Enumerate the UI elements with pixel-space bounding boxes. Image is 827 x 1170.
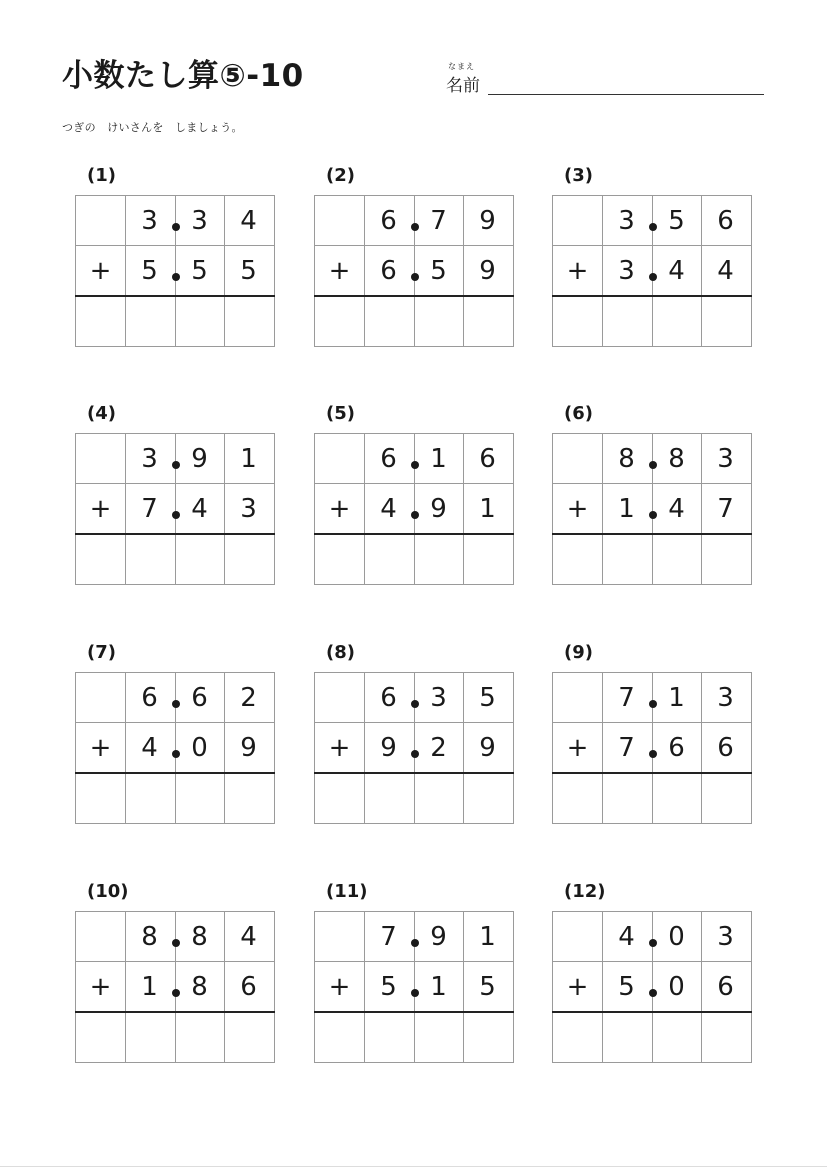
decimal-point-icon: [172, 939, 180, 947]
decimal-point-icon: [649, 989, 657, 997]
augend-digit: 4: [191, 494, 208, 524]
decimal-point-icon: [172, 273, 180, 281]
addend-digit: 6: [479, 444, 496, 474]
answer-cell[interactable]: [76, 774, 124, 823]
answer-cell[interactable]: [553, 774, 601, 823]
calc-grid: [314, 195, 514, 347]
answer-cell[interactable]: [415, 297, 463, 346]
augend-digit: 7: [141, 494, 158, 524]
addend-digit: 4: [240, 922, 257, 952]
problem-number: (6): [564, 403, 593, 424]
addend-digit: 6: [380, 683, 397, 713]
augend-digit: 5: [479, 972, 496, 1002]
decimal-point-icon: [172, 223, 180, 231]
answer-cell[interactable]: [653, 535, 701, 584]
addend-digit: 6: [141, 683, 158, 713]
calc-grid: [552, 433, 752, 585]
plus-operator: +: [328, 733, 351, 763]
answer-cell[interactable]: [176, 535, 224, 584]
problem-9: [552, 642, 752, 826]
calc-grid: [314, 672, 514, 824]
calc-grid: [75, 195, 275, 347]
decimal-point-icon: [649, 700, 657, 708]
addend-digit: 1: [479, 922, 496, 952]
answer-cell[interactable]: [415, 535, 463, 584]
augend-digit: 0: [191, 733, 208, 763]
calc-grid: [552, 195, 752, 347]
plus-operator: +: [328, 972, 351, 1002]
answer-cell[interactable]: [415, 1013, 463, 1062]
addend-digit: 1: [240, 444, 257, 474]
augend-digit: 8: [191, 972, 208, 1002]
calc-grid: [314, 911, 514, 1063]
calc-grid: [314, 433, 514, 585]
augend-digit: 0: [668, 972, 685, 1002]
answer-cell[interactable]: [225, 774, 273, 823]
augend-digit: 4: [668, 494, 685, 524]
addend-digit: 2: [240, 683, 257, 713]
augend-digit: 9: [380, 733, 397, 763]
plus-operator: +: [89, 494, 112, 524]
augend-digit: 6: [717, 972, 734, 1002]
decimal-point-icon: [172, 700, 180, 708]
addend-digit: 3: [618, 206, 635, 236]
answer-cell[interactable]: [225, 535, 273, 584]
answer-cell[interactable]: [126, 297, 174, 346]
problem-12: [552, 881, 752, 1065]
problem-number: (7): [87, 642, 116, 663]
worksheet-title: 小数たし算⑤-10: [62, 58, 304, 94]
answer-cell[interactable]: [365, 1013, 413, 1062]
answer-cell[interactable]: [315, 297, 363, 346]
addend-digit: 3: [717, 922, 734, 952]
decimal-point-icon: [411, 223, 419, 231]
addend-digit: 9: [191, 444, 208, 474]
answer-cell[interactable]: [415, 774, 463, 823]
augend-digit: 6: [240, 972, 257, 1002]
answer-cell[interactable]: [126, 535, 174, 584]
augend-digit: 6: [380, 256, 397, 286]
problem-3: [552, 165, 752, 349]
addend-digit: 8: [618, 444, 635, 474]
augend-digit: 4: [717, 256, 734, 286]
augend-digit: 9: [479, 733, 496, 763]
decimal-point-icon: [649, 511, 657, 519]
decimal-point-icon: [649, 273, 657, 281]
addend-digit: 6: [717, 206, 734, 236]
problem-11: [314, 881, 514, 1065]
addend-digit: 3: [141, 206, 158, 236]
answer-cell[interactable]: [702, 1013, 750, 1062]
addend-digit: 7: [380, 922, 397, 952]
calc-grid: [75, 672, 275, 824]
problem-number: (2): [326, 165, 355, 186]
addend-digit: 1: [668, 683, 685, 713]
plus-operator: +: [328, 494, 351, 524]
answer-cell[interactable]: [603, 774, 651, 823]
decimal-point-icon: [649, 223, 657, 231]
plus-operator: +: [566, 972, 589, 1002]
answer-cell[interactable]: [603, 1013, 651, 1062]
augend-digit: 1: [618, 494, 635, 524]
answer-cell[interactable]: [464, 774, 512, 823]
problem-8: [314, 642, 514, 826]
decimal-point-icon: [172, 989, 180, 997]
addend-digit: 7: [618, 683, 635, 713]
augend-digit: 3: [240, 494, 257, 524]
plus-operator: +: [566, 494, 589, 524]
decimal-point-icon: [172, 750, 180, 758]
addend-digit: 6: [380, 206, 397, 236]
problem-7: [75, 642, 275, 826]
addend-digit: 1: [430, 444, 447, 474]
decimal-point-icon: [649, 461, 657, 469]
answer-cell[interactable]: [365, 774, 413, 823]
augend-digit: 1: [141, 972, 158, 1002]
addend-digit: 4: [240, 206, 257, 236]
augend-digit: 4: [141, 733, 158, 763]
name-write-line[interactable]: [488, 94, 764, 95]
problem-6: [552, 403, 752, 587]
addend-digit: 8: [191, 922, 208, 952]
answer-cell[interactable]: [464, 297, 512, 346]
answer-cell[interactable]: [702, 535, 750, 584]
plus-operator: +: [328, 256, 351, 286]
problem-number: (9): [564, 642, 593, 663]
plus-operator: +: [89, 972, 112, 1002]
addend-digit: 8: [668, 444, 685, 474]
answer-cell[interactable]: [315, 535, 363, 584]
answer-cell[interactable]: [464, 535, 512, 584]
calc-grid: [552, 911, 752, 1063]
augend-digit: 9: [240, 733, 257, 763]
augend-digit: 1: [479, 494, 496, 524]
augend-digit: 5: [618, 972, 635, 1002]
decimal-point-icon: [649, 939, 657, 947]
problem-10: [75, 881, 275, 1065]
augend-digit: 9: [430, 494, 447, 524]
addend-digit: 8: [141, 922, 158, 952]
addend-digit: 3: [717, 444, 734, 474]
answer-cell[interactable]: [225, 1013, 273, 1062]
answer-cell[interactable]: [176, 1013, 224, 1062]
addend-digit: 5: [479, 683, 496, 713]
augend-digit: 5: [430, 256, 447, 286]
addend-digit: 5: [668, 206, 685, 236]
plus-operator: +: [566, 733, 589, 763]
addend-digit: 7: [430, 206, 447, 236]
augend-digit: 5: [380, 972, 397, 1002]
answer-cell[interactable]: [315, 774, 363, 823]
answer-cell[interactable]: [365, 297, 413, 346]
problem-number: (3): [564, 165, 593, 186]
name-field: [446, 61, 766, 97]
problem-number: (8): [326, 642, 355, 663]
problem-number: (1): [87, 165, 116, 186]
problem-number: (5): [326, 403, 355, 424]
addend-digit: 3: [141, 444, 158, 474]
augend-digit: 4: [380, 494, 397, 524]
plus-operator: +: [566, 256, 589, 286]
augend-digit: 6: [668, 733, 685, 763]
problem-5: [314, 403, 514, 587]
name-ruby: なまえ: [448, 62, 475, 71]
answer-cell[interactable]: [553, 1013, 601, 1062]
augend-digit: 5: [240, 256, 257, 286]
augend-digit: 7: [717, 494, 734, 524]
answer-cell[interactable]: [653, 297, 701, 346]
addend-digit: 3: [717, 683, 734, 713]
augend-digit: 7: [618, 733, 635, 763]
decimal-point-icon: [172, 511, 180, 519]
answer-cell[interactable]: [464, 1013, 512, 1062]
answer-cell[interactable]: [76, 1013, 124, 1062]
answer-cell[interactable]: [176, 297, 224, 346]
calc-grid: [75, 433, 275, 585]
problem-2: [314, 165, 514, 349]
answer-cell[interactable]: [702, 297, 750, 346]
answer-cell[interactable]: [603, 297, 651, 346]
augend-digit: 5: [191, 256, 208, 286]
addend-digit: 9: [430, 922, 447, 952]
answer-cell[interactable]: [553, 535, 601, 584]
decimal-point-icon: [172, 461, 180, 469]
augend-digit: 4: [668, 256, 685, 286]
problem-number: (11): [326, 881, 368, 902]
answer-cell[interactable]: [653, 1013, 701, 1062]
augend-digit: 2: [430, 733, 447, 763]
answer-cell[interactable]: [76, 297, 124, 346]
augend-digit: 1: [430, 972, 447, 1002]
answer-cell[interactable]: [176, 774, 224, 823]
plus-operator: +: [89, 733, 112, 763]
answer-cell[interactable]: [702, 774, 750, 823]
decimal-point-icon: [411, 273, 419, 281]
augend-digit: 5: [141, 256, 158, 286]
addend-digit: 3: [430, 683, 447, 713]
problem-number: (10): [87, 881, 129, 902]
answer-cell[interactable]: [126, 774, 174, 823]
answer-cell[interactable]: [315, 1013, 363, 1062]
addend-digit: 9: [479, 206, 496, 236]
instructions: つぎの けいさんを しましょう。: [62, 121, 243, 134]
answer-cell[interactable]: [126, 1013, 174, 1062]
problem-4: [75, 403, 275, 587]
decimal-point-icon: [411, 989, 419, 997]
addend-digit: 4: [618, 922, 635, 952]
name-label: 名前: [446, 76, 480, 96]
augend-digit: 6: [717, 733, 734, 763]
answer-cell[interactable]: [365, 535, 413, 584]
decimal-point-icon: [411, 700, 419, 708]
augend-digit: 9: [479, 256, 496, 286]
decimal-point-icon: [411, 461, 419, 469]
decimal-point-icon: [411, 939, 419, 947]
addend-digit: 6: [380, 444, 397, 474]
answer-cell[interactable]: [76, 535, 124, 584]
addend-digit: 0: [668, 922, 685, 952]
plus-operator: +: [89, 256, 112, 286]
answer-cell[interactable]: [603, 535, 651, 584]
decimal-point-icon: [411, 511, 419, 519]
calc-grid: [75, 911, 275, 1063]
problem-number: (12): [564, 881, 606, 902]
answer-cell[interactable]: [653, 774, 701, 823]
problem-1: [75, 165, 275, 349]
answer-cell[interactable]: [553, 297, 601, 346]
decimal-point-icon: [649, 750, 657, 758]
decimal-point-icon: [411, 750, 419, 758]
problem-number: (4): [87, 403, 116, 424]
page-bottom-rule: [0, 1166, 827, 1167]
augend-digit: 3: [618, 256, 635, 286]
calc-grid: [552, 672, 752, 824]
addend-digit: 6: [191, 683, 208, 713]
addend-digit: 3: [191, 206, 208, 236]
answer-cell[interactable]: [225, 297, 273, 346]
